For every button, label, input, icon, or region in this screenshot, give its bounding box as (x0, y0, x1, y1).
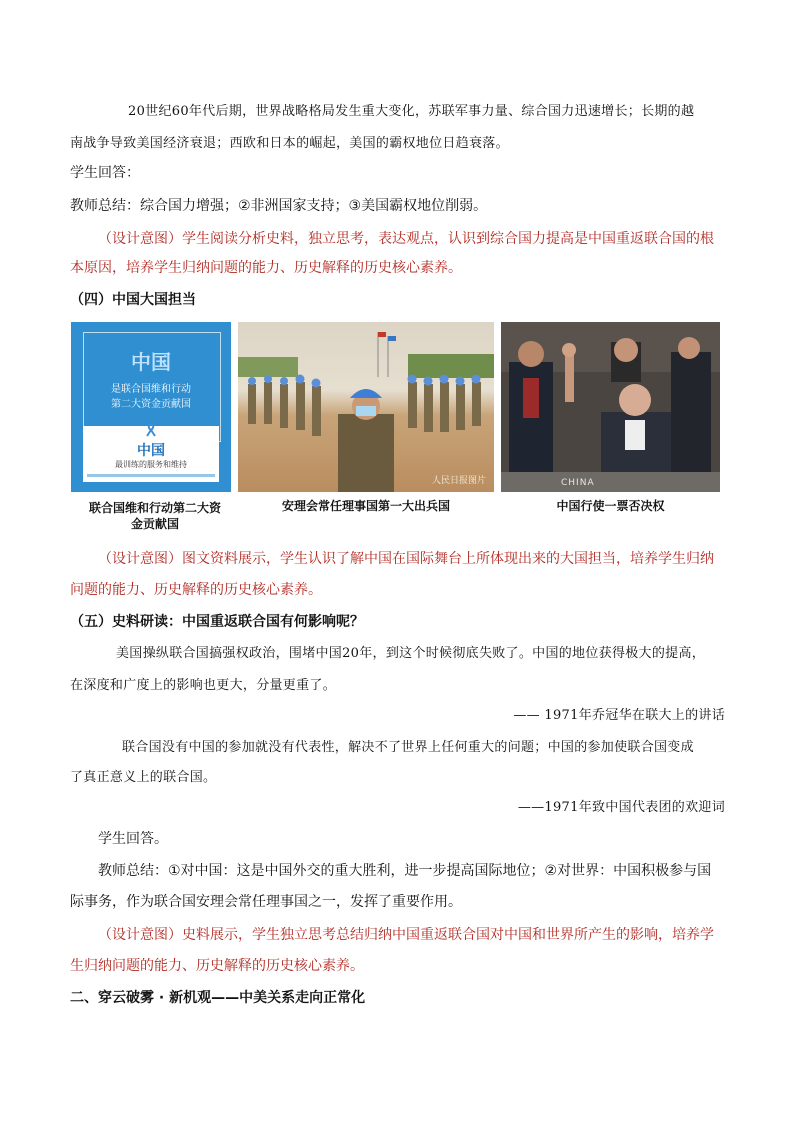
student-answer-2: 学生回答。 (98, 831, 168, 847)
quote-2-source: ——1971年致中国代表团的欢迎词 (517, 800, 725, 815)
design-intent-2-line-1: （设计意图）图文资料展示，学生认识了解中国在国际舞台上所体现出来的大国担当，培养学生归纳 (98, 551, 714, 567)
teacher-summary-2-line-2: 际事务，作为联合国安理会常任理事国之一，发挥了重要作用。 (70, 894, 462, 910)
design-intent-3-line-2: 生归纳问题的能力、历史解释的历史核心素养。 (70, 958, 364, 974)
poster-logo-subtext: 最训练的服务和维持 (115, 460, 187, 469)
nameplate-tag: CHINA (561, 478, 595, 488)
caption-fig3: 中国行使一票否决权 (556, 499, 665, 513)
intro-line-1: 20世纪60年代后期，世界战略格局发生重大变化，苏联军事力量、综合国力迅速增长；长期的越 (128, 104, 695, 119)
student-answer-1: 学生回答： (70, 165, 140, 181)
poster-logo-text: 中国 (137, 443, 165, 459)
veto-vote-photo (501, 322, 720, 492)
caption-fig1-line-2: 金贡献国 (130, 517, 179, 531)
photo-watermark: 人民日报图片 (431, 476, 486, 486)
intro-line-2: 南战争导致美国经济衰退；西欧和日本的崛起，美国的霸权地位日趋衰落。 (70, 136, 509, 151)
section-heading-next: 二、穿云破雾 · 新机观——中美关系走向正常化 (70, 990, 366, 1006)
teacher-summary-1: 教师总结：综合国力增强；②非洲国家支持；③美国霸权地位削弱。 (70, 198, 488, 214)
design-intent-1-line-1: （设计意图）学生阅读分析史料，独立思考，表达观点，认识到综合国力提高是中国重返联合国的根 (98, 231, 714, 247)
poster-title: 中国 (131, 350, 171, 374)
teacher-summary-2-line-1: 教师总结：①对中国：这是中国外交的重大胜利，进一步提高国际地位；②对世界：中国积极参与国 (98, 863, 712, 879)
design-intent-1-line-2: 本原因，培养学生归纳问题的能力、历史解释的历史核心素养。 (70, 260, 462, 276)
design-intent-3-line-1: （设计意图）史料展示，学生独立思考总结归纳中国重返联合国对中国和世界所产生的影响，培养学 (98, 927, 714, 943)
section-heading-4: （四）中国大国担当 (70, 292, 196, 308)
section-heading-5: （五）史料研读：中国重返联合国有何影响呢？ (70, 614, 364, 630)
ribbon-icon (144, 422, 158, 436)
poster-subtitle-2: 第二大资金贡献国 (111, 399, 191, 410)
caption-fig1-line-1: 联合国维和行动第二大资 (88, 501, 221, 515)
quote-2-line-2: 了真正意义上的联合国。 (70, 770, 217, 785)
peacekeepers-photo (238, 322, 494, 492)
quote-1-source: —— 1971年乔冠华在联大上的讲话 (513, 708, 725, 723)
quote-1-line-2: 在深度和广度上的影响也更大，分量更重了。 (70, 678, 337, 693)
peacekeeping-funding-poster (71, 322, 231, 492)
caption-fig2: 安理会常任理事国第一大出兵国 (281, 499, 450, 513)
quote-1-line-1: 美国操纵联合国搞强权政治，围堵中国20年，到这个时候彻底失败了。中国的地位获得极大的提高， (116, 646, 706, 661)
quote-2-line-1: 联合国没有中国的参加就没有代表性，解决不了世界上任何重大的问题；中国的参加使联合国变成 (122, 740, 694, 755)
poster-subtitle-1: 是联合国维和行动 (111, 384, 191, 395)
design-intent-2-line-2: 问题的能力、历史解释的历史核心素养。 (70, 582, 322, 598)
